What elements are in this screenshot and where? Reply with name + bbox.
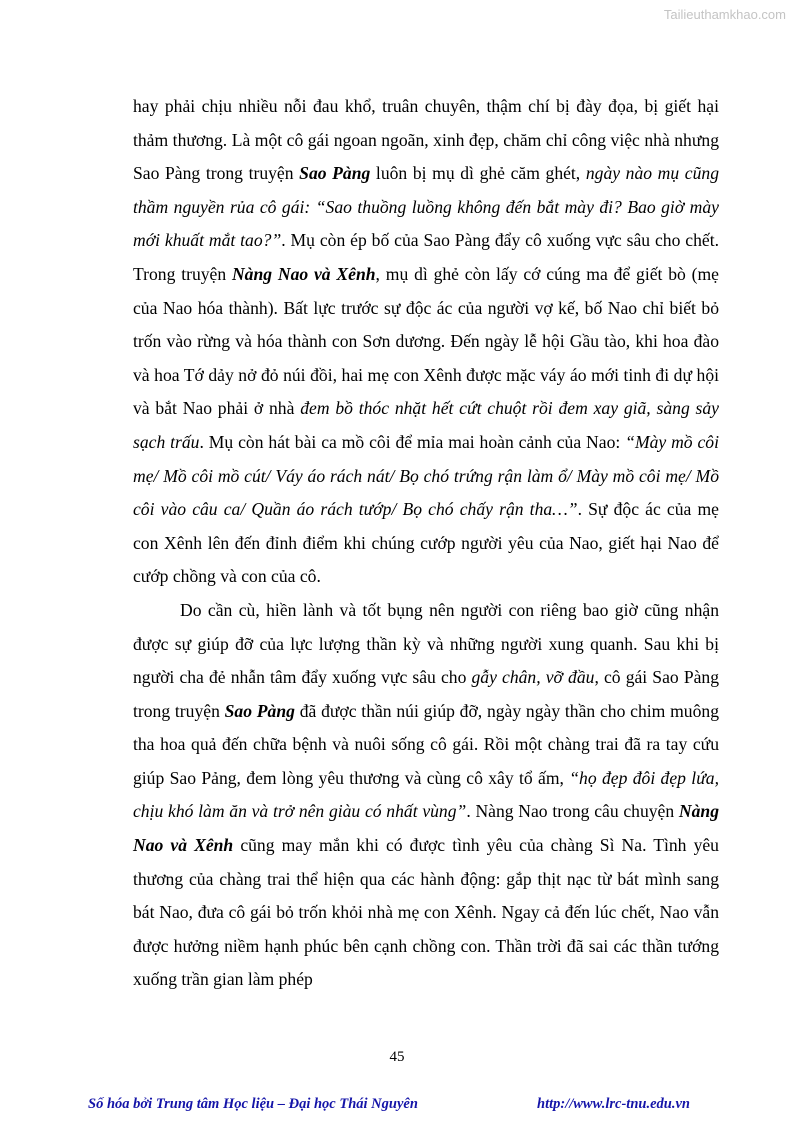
- quoted-passage: “họ đẹp đôi đẹp lứa, chịu khó làm ăn và trở nên giàu có nhất vùng”: [133, 767, 719, 822]
- text-run: . Nàng Nao trong câu chuyện: [466, 801, 679, 822]
- quoted-passage: gẫy chân, vỡ đầu: [471, 667, 595, 688]
- text-run: cũng may mắn khi có được tình yêu của chàng Sì Na. Tình yêu thương của chàng trai thể hiện qua các hành động: gắp thịt nạc từ bát mình sang bát Nao, đưa cô gái bỏ trốn khỏi nhà mẹ con Xênh. Ngay cả đến lúc chết, Nao vẫn được hưởng niềm hạnh phúc bên cạnh chồng con. Thần trời đã sai các thần tướng xuống trần gian làm phép: [133, 835, 719, 990]
- story-title-emphasis: Sao Pàng: [224, 700, 295, 721]
- text-run: Do cần cù, hiền lành và tốt bụng nên người con riêng bao giờ cũng nhận được sự giúp đỡ của lực lượng thần kỳ và những người xung quanh. Sau khi bị người cha đẻ nhẫn tâm đẩy xuống vực sâu cho: [133, 599, 719, 688]
- paragraph-2: [133, 594, 719, 997]
- text-run: , cô gái Sao Pàng trong truyện: [133, 667, 720, 721]
- body-text: [133, 90, 719, 997]
- quoted-passage: ngày nào mụ cũng thầm nguyền rủa cô gái: “Sao thuồng luồng không đến bắt mày đi? Bao giờ mày mới khuất mắt tao?”: [133, 163, 720, 251]
- text-run: đã được thần núi giúp đỡ, ngày ngày thần cho chim muông tha hoa quả đến chữa bệnh và nuôi sống cô gái. Rồi một chàng trai đã ra tay cứu giúp Sao Pảng, đem lòng yêu thương và cùng cô xây tổ ấm,: [133, 700, 719, 788]
- quoted-passage: đem bồ thóc nhặt hết cứt chuột rồi đem xay giã, sàng sảy sạch trấu: [133, 398, 719, 452]
- text-run: luôn bị mụ dì ghẻ căm ghét,: [370, 163, 586, 184]
- story-title-emphasis: Sao Pàng: [299, 163, 371, 184]
- text-run: hay phải chịu nhiều nỗi đau khổ, truân chuyên, thậm chí bị đày đọa, bị giết hại thảm thương. Là một cô gái ngoan ngoãn, xinh đẹp, chăm chỉ công việc nhà nhưng Sao Pàng trong truyện: [133, 96, 719, 184]
- text-run: . Mụ còn ép bố của Sao Pàng đẩy cô xuống vực sâu cho chết. Trong truyện: [133, 230, 719, 284]
- text-run: , mụ dì ghẻ còn lấy cớ cúng ma để giết bò (mẹ của Nao hóa thành). Bất lực trước sự độc ác của người vợ kế, bố Nao chỉ biết bỏ trốn vào rừng và hóa thành con Sơn dương. Đến ngày lễ hội Gầu tào, khi hoa đào và hoa Tớ dảy nở đỏ núi đồi, hai mẹ con Xênh được mặc váy áo mới tinh đi dự hội và bắt Nao phải ở nhà: [133, 263, 719, 419]
- text-run: . Mụ còn hát bài ca mồ côi để mỉa mai hoàn cảnh của Nao:: [199, 431, 626, 452]
- story-title-emphasis: Nàng Nao và Xênh: [231, 263, 376, 284]
- text-run: . Sự độc ác của mẹ con Xênh lên đến đỉnh điểm khi chúng cướp người yêu của Nao, giết hại Nao để cướp chồng và con của cô.: [133, 499, 719, 587]
- story-title-emphasis: Nàng Nao và Xênh: [133, 801, 719, 856]
- page-number: 45: [389, 1049, 405, 1065]
- paragraph-1: [133, 90, 719, 594]
- footer-source-credit: Số hóa bởi Trung tâm Học liệu – Đại học Thái Nguyên: [88, 1096, 418, 1112]
- watermark-text: Tailieuthamkhao.com: [663, 7, 786, 22]
- footer-url-link[interactable]: http://www.lrc-tnu.edu.vn: [537, 1096, 690, 1112]
- quoted-passage: “Mày mồ côi mẹ/ Mồ côi mồ cút/ Váy áo rách nát/ Bọ chó trứng rận làm ổ/ Mày mồ côi mẹ/ Mồ côi vào câu ca/ Quần áo rách tướp/ Bọ chó chấy rận tha…”: [133, 431, 719, 520]
